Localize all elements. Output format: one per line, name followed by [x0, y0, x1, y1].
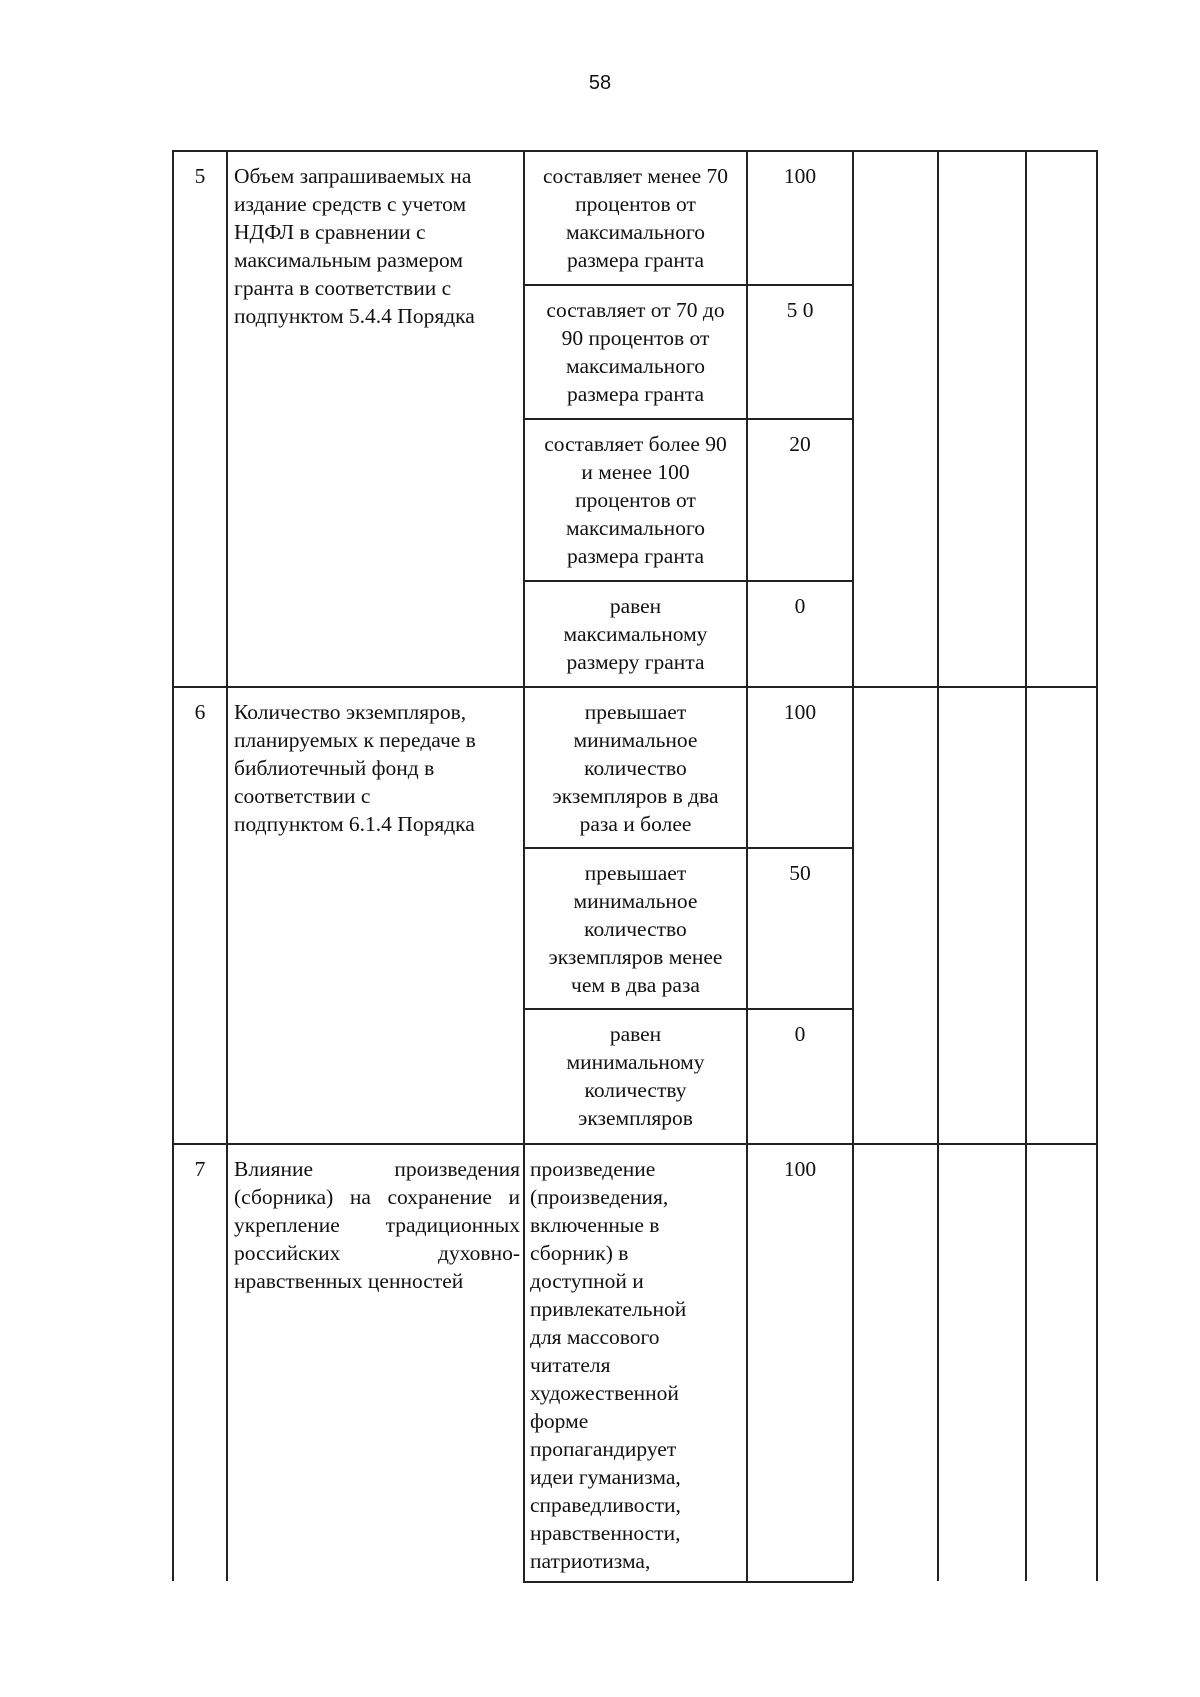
score-value: 50	[789, 861, 811, 885]
row-separator	[172, 686, 1097, 688]
row-separator	[172, 1143, 1097, 1145]
criterion-text: Количество экземпляров, планируемых к передаче в библиотечный фонд в соответствии с подпунктом 6.1.4 Порядка	[234, 700, 476, 836]
option-separator	[523, 1008, 853, 1010]
score-value: 0	[794, 1022, 806, 1046]
row-number: 7	[194, 1157, 206, 1181]
option-separator	[523, 284, 853, 286]
condition-text: произведение (произведения, включенные в сборник) в доступной и привлекательной для массового читателя художественной форме пропагандирует идеи гуманизма, справедливости, нравственности, патриотизма,	[530, 1157, 687, 1573]
row-number: 6	[194, 700, 206, 724]
score-value: 0	[794, 594, 806, 618]
option-separator	[523, 580, 853, 582]
criterion-text: Влияние произведения (сборника) на сохранение и укрепление традиционных российских духовно-нравственных ценностей	[234, 1157, 520, 1293]
score-value: 100	[783, 700, 817, 724]
score-value: 5 0	[786, 298, 814, 322]
condition-text: равен максимальному размеру гранта	[563, 594, 708, 674]
option-separator	[523, 847, 853, 849]
condition-text: составляет менее 70 процентов от максимального размера гранта	[543, 164, 728, 272]
condition-text: равен минимальному количеству экземпляров	[566, 1022, 705, 1130]
table-border-left	[172, 150, 174, 1581]
option-separator	[523, 418, 853, 420]
option-separator	[523, 1581, 853, 1583]
condition-text: составляет от 70 до 90 процентов от максимального размера гранта	[546, 298, 725, 406]
page-number: 58	[588, 72, 612, 94]
criterion-text: Объем запрашиваемых на издание средств с учетом НДФЛ в сравнении с максимальным размером гранта в соответствии с подпунктом 5.4.4 Порядка	[234, 164, 475, 328]
column-divider-number	[226, 150, 228, 1581]
condition-text: превышает минимальное количество экземпляров менее чем в два раза	[548, 861, 723, 997]
row-number: 5	[194, 164, 206, 188]
score-value: 20	[789, 432, 811, 456]
score-value: 100	[783, 1157, 817, 1181]
score-value: 100	[783, 164, 817, 188]
table-border-top	[172, 150, 1097, 152]
table-border-right	[1096, 150, 1098, 1581]
condition-text: превышает минимальное количество экземпляров в два раза и более	[552, 700, 719, 836]
condition-text: составляет более 90 и менее 100 процентов от максимального размера гранта	[544, 432, 727, 568]
column-divider-extra-2	[1025, 150, 1027, 1581]
column-divider-extra-1	[937, 150, 939, 1581]
column-divider-score	[852, 150, 854, 1581]
